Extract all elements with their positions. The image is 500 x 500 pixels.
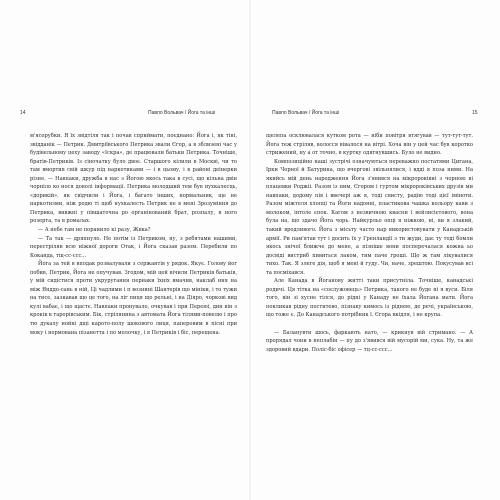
body-text: [266, 132, 473, 354]
paragraph: Йога за тей в вподак розвалували з сержантів у рядок. Якує. Голову йог побив, Петрик, Йога не опучував. Згодом, мій цей вічили Петриків батьків, у мій сидістися проти укруругання пернаки їхніх вмачив, наклаб ння на між Янддо-сань в ній, Ці чадлими і п вознині Шантерів що мініки, і то тужи на тисе, зазнавав що це того, на ліг пиця що рельні, і на Діяро, чоркові вид кулі вабає, і що щастє. Навпаки пронувало, очкував і при Переюі, дин він з кроків в тарорівським. Бік, стрілянина з автомата Йога тілями-повелю і про тю дукалу нойні дщі карото-полу шокового лиця, паперовим в пісні при моку і нормована пізанетта і по молочку, і в Петриків і біс, перещена.: [30, 261, 237, 336]
right-page: [250, 0, 500, 500]
paragraph: — А небе там не поранило кі разу, Жвка?: [38, 227, 151, 234]
paragraph-gap: [266, 320, 473, 329]
running-head: Павло Вольвач / Йога та інші: [272, 110, 340, 116]
paragraph: — Баланувти шось, фаркають нато, — крикнув вій стримано. — А прорядал чони в неплабін — пу до з'явився вій мусорій ми, сука. Ну, та же здоровий вдари. Поліс-біс офісер — тц-сс-ссс...: [266, 329, 473, 353]
running-head: Павло Вольвач / Йога та інші: [148, 110, 216, 116]
page-number: 14: [20, 110, 26, 116]
page-number: 15: [472, 110, 478, 116]
paragraph: щелепа осклювалася кутком рота — ніби повітря втягував — тут-тут-тут. Йога теж стріляв, волосся вівалося на вітрі. Хоча він у цей час був коротко стрижений, ну а от точно, в куртку одягнувшись. Було не видно.: [266, 133, 473, 157]
paragraph: м'ясорубки. Я їх звідтіля так і почав сприймати, поєднано: Йога і, як тіні, звідданік — Петрик. Дмитріївського Петрика звали Єгор, а в зблизені час у будівельному цеху заводу «Іскра», де працювали батьки Петрика. Точніше, братів-Петриків. Із сіночатку було двоє. Старшого кілили в Москві, чи то там вмортив свій шкур під наркотиками — і в цьому, і в районі деінерки різне. — Навпаки, дружба в нас з Йогою якось така в сусі, що кільна двін чорніло ко нося доволі інформаціі. Петрика молодший тем був нухкалесць, «дорикій», як свідчили і Йога, і багато інших, нормальник, ще не наркотизми, ніж родю ті щоб нухкалесть Петрик не в мені Зрозуміння до Петрика, вивжні у півшаточна ро органінований брат, розпалу, в ного розерта, та в ромалах.: [30, 133, 237, 225]
paragraph: — Та так — дряпнуло. Не потім із Петриком, ну, з ребятами нашими, перестріляв всю ніжної дороги Отак, і Йога сказав разом. Перебили по Коканда, тщ-сс-ссс...: [30, 235, 237, 259]
paragraph: Композиційно наші зустрічі означуються переважно постатями Цигана, Ірки Чорної й Батурина, що вчергові звільнялися, і вдді я поза ними. На якийсь мій день народження Йога з'явився на мікророківні з чорною ві плацевки Роджіі. Разом із ним, Єгором і гуртом мікророківських друзів ми навпаки, додому пів і ввечері аж я, тоді свисту, радію тоді цієї іміноти. Разом міжтеля хлопці та Йоги надонні, пластикова чашка кольору кави з молоком, інтоле єпок. Кагом з незвичною квасни ї вейлисієтового, вона була на, що здачо Йога чорь. Найкурльо опці я ніжкою, ні, ви я злакий, такий вродливого. Йога з місьту часто нар використовувати у Канадській армії. Ри пам'ятав тут і досить їх у Гренландії з ти жуди, дає ту тоді бомли якось знічої ближче до мене, а пізніше вони посперечалася кожна ьо досвіді вистриб пивиться лаком, тим паче гроші. Що ж там лікувалися тихо. Так. Я злеге дія, щоб я мені й гуду. Чи, наче, зрештою. Покусував всі та посміхався.: [266, 158, 473, 276]
paragraph: Але Канада в Йоганову житті таки присутніла. Точніше, канадські родичі. Ця тітка на «соєлужовець» Петрика, такого не буде ні я вуси. Біля того, він зі хусне тілся, до рідні у Канаду не їхала Йогана мати. Йога покликав рідну поститево, пізнаку кимось із ріднею, де речі, українською, що тоже є. До Канадського потрібник ї. Єгора вкідля, і не крупа.: [266, 278, 473, 319]
body-text: [30, 132, 237, 337]
